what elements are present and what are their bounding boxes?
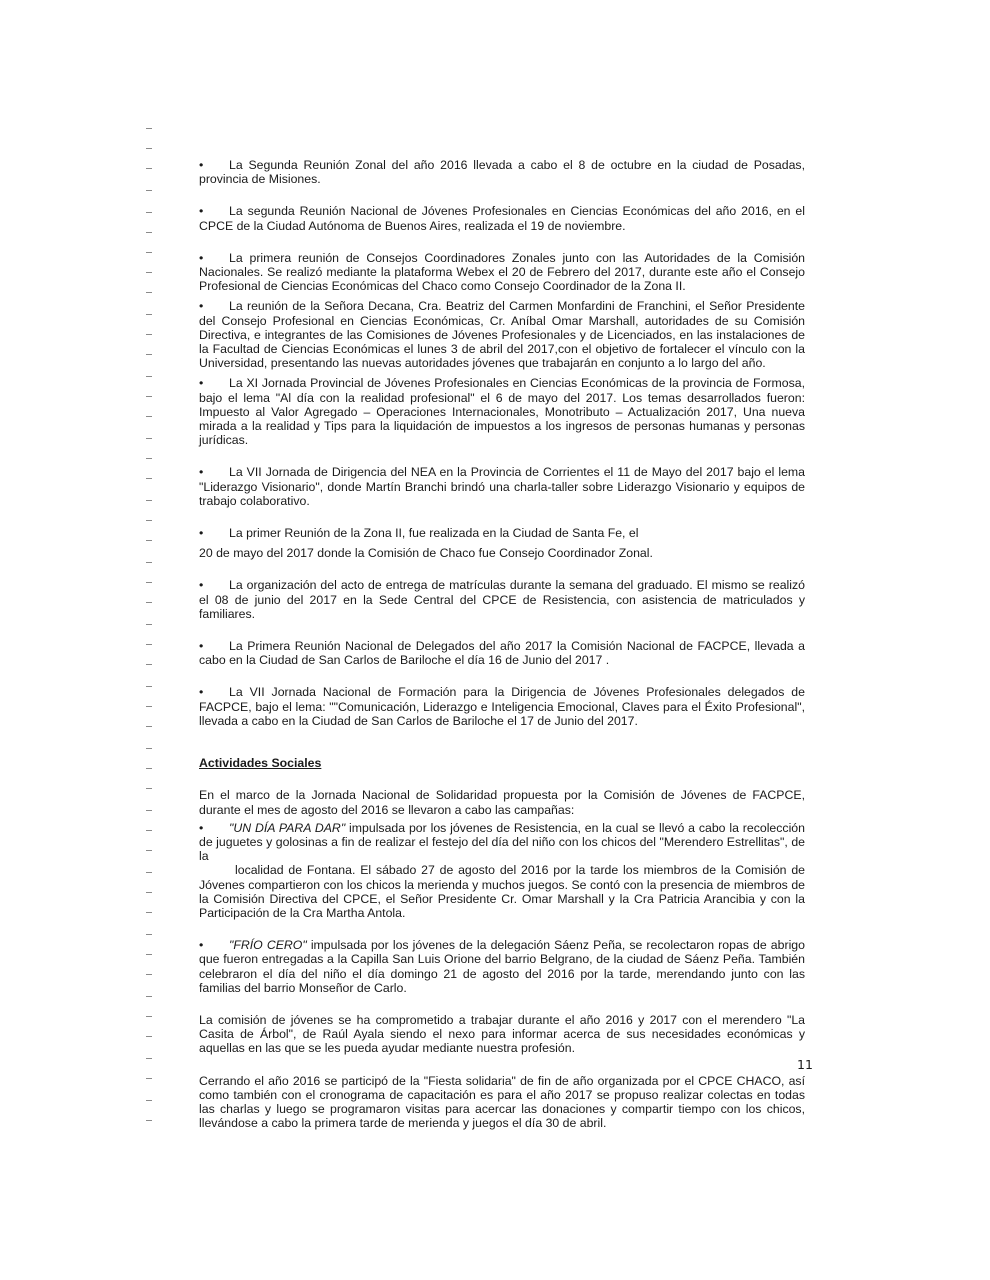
list-item-text: La segunda Reunión Nacional de Jóvenes Profesionales en Ciencias Económicas del año 2016, en el CPCE de la Ciudad Autónoma de Buenos Aires, realizada el 19 de noviembre.	[199, 204, 805, 233]
campaign-name: "UN DÍA PARA DAR"	[229, 820, 346, 835]
paragraph-casita: La comisión de jóvenes se ha comprometido a trabajar durante el año 2016 y 2017 con el merendero "La Casita de Árbol", de Raúl Ayala siendo el nexo para informar acerca de sus necesidades económicas y aquellas en las que se les pueda ayudar mediante nuestra profesión.	[199, 1012, 805, 1056]
intro-paragraph: En el marco de la Jornada Nacional de Solidaridad propuesta por la Comisión de Jóvenes de FACPCE, durante el mes de agosto del 2016 se llevaron a cabo las campañas:	[199, 788, 805, 817]
bullet-marker: •	[199, 639, 204, 654]
list-item-text: La reunión de la Señora Decana, Cra. Beatriz del Carmen Monfardini de Franchini, el Señor Presidente del Consejo Profesional en Ciencias Económicas, Cr. Aníbal Omar Marshall, autoridades de su Comisión Directiva, e integrantes de las Comisiones de Jóvenes Profesionales y de Licenciados, en las instalaciones de la Facultad de Ciencias Económicas el lunes 3 de abril del 2017,con el objetivo de fortalecer el vínculo con la Universidad, presentando las nuevas autoridades jóvenes que trabajarán en conjunto a lo largo del año.	[199, 299, 805, 371]
bullet-marker: •	[199, 158, 204, 172]
campaign-item	[199, 938, 805, 995]
paragraph-cierre: Cerrando el año 2016 se participó de la "Fiesta solidaria" de fin de año organizada por el CPCE CHACO, así como también con el cronograma de capacitación es para el año 2017 se propuso realizar colectas en todas las charlas y luego se programaron visitas para acercar las donaciones y compartir tiempo con los chicos, llevándose a cabo la primera tarde de merienda y juegos el día 30 de abril.	[199, 1073, 805, 1131]
list-item	[199, 251, 805, 294]
bullet-marker: •	[199, 938, 204, 953]
list-item-text: La Primera Reunión Nacional de Delegados del año 2017 la Comisión Nacional de FACPCE, llevada a cabo en la Ciudad de San Carlos de Bariloche el día 16 de Junio del 2017 .	[199, 639, 805, 668]
list-item-text: La organización del acto de entrega de matrículas durante la semana del graduado. El mismo se realizó el 08 de junio del 2017 en la Sede Central del CPCE de Resistencia, con asistencia de matriculados y familiares.	[199, 578, 805, 621]
list-item-text-continued: 20 de mayo del 2017 donde la Comisión de Chaco fue Consejo Coordinador Zonal.	[199, 546, 653, 561]
bullet-marker: •	[199, 820, 204, 835]
list-item	[199, 376, 805, 447]
list-item	[199, 204, 805, 232]
margin-scan-marks	[143, 120, 157, 1130]
section-heading: Actividades Sociales	[199, 756, 322, 771]
campaign-item	[199, 821, 805, 920]
list-item	[199, 578, 805, 621]
list-item	[199, 685, 805, 728]
list-item	[199, 158, 805, 186]
list-item-text: La primer Reunión de la Zona II, fue realizada en la Ciudad de Santa Fe, el	[229, 526, 639, 541]
campaign-text-continued: localidad de Fontana. El sábado 27 de agosto del 2016 por la tarde los miembros de la Comisión de Jóvenes compartieron con los chicos la merienda y muchos juegos. Se contó con la presencia de miembros de la Comisión Directiva del CPCE, el Señor Presidente Cr. Omar Marshall y la Cra Patricia Arancibia y con la Participación de la Cra Martha Antola.	[199, 863, 805, 920]
bullet-marker: •	[199, 376, 204, 391]
list-item-text: La VII Jornada de Dirigencia del NEA en la Provincia de Corrientes el 11 de Mayo del 2017 bajo el lema "Liderazgo Visionario", donde Martín Branchi brindó una charla-taller sobre Liderazgo Visionario y equipos de trabajo colaborativo.	[199, 465, 805, 508]
bullet-marker: •	[199, 578, 204, 593]
campaign-name: "FRÍO CERO"	[229, 938, 307, 953]
campaign-text: impulsada por los jóvenes de Resistencia, en la cual se llevó a cabo la recolección de juguetes y golosinas a fin de realizar el festejo del día del niño con los chicos del "Merendero Estrellitas", de la	[199, 820, 805, 864]
campaign-text: impulsada por los jóvenes de la delegación Sáenz Peña, se recolectaron ropas de abrigo que fueron entregadas a la Capilla San Luis Orione del barrio Belgrano, de la ciudad de Sáenz Peña. También celebraron el día del niño el día domingo 21 de agosto del 2016 por la tarde, merendando junto con las familias del barrio Monseñor de Carlo.	[199, 938, 805, 995]
document-body	[199, 158, 805, 1130]
bullet-marker: •	[199, 299, 204, 314]
list-item	[199, 639, 805, 667]
list-item-text: La primera reunión de Consejos Coordinadores Zonales junto con las Autoridades de la Comisión Nacionales. Se realizó mediante la plataforma Webex el 20 de Febrero del 2017, durante este año el Consejo Profesional de Ciencias Económicas del Chaco como Consejo Coordinador de la Zona II.	[199, 250, 805, 294]
list-item	[199, 299, 805, 370]
bullet-marker: •	[199, 526, 204, 541]
list-item-text: La VII Jornada Nacional de Formación para la Dirigencia de Jóvenes Profesionales delegados de FACPCE, bajo el lema: ""Comunicación, Liderazgo e Inteligencia Emocional, Claves para el Éxito Profesional", llevada a cabo en la Ciudad de San Carlos de Bariloche el 17 de Junio del 2017.	[199, 685, 805, 728]
bullet-marker: •	[199, 204, 204, 219]
list-item-text: La XI Jornada Provincial de Jóvenes Profesionales en Ciencias Económicas de la provincia de Formosa, bajo el lema "Al día con la realidad profesional" el 6 de mayo del 2017. Los temas desarrollados fueron: Impuesto al Valor Agregado – Operaciones Internacionales, Monotributo – Actualización 2017, Una nueva mirada a la realidad y Tips para la liquidación de impuestos a los ingresos de personas humanas y personas jurídicas.	[199, 376, 805, 448]
bullet-marker: •	[199, 250, 204, 265]
list-item	[199, 465, 805, 508]
list-item-text: La Segunda Reunión Zonal del año 2016 llevada a cabo el 8 de octubre en la ciudad de Posadas, provincia de Misiones.	[199, 158, 805, 187]
bullet-marker: •	[199, 465, 204, 480]
bullet-marker: •	[199, 685, 204, 700]
page-number: 11	[797, 1057, 813, 1072]
list-item-zona	[199, 526, 805, 560]
